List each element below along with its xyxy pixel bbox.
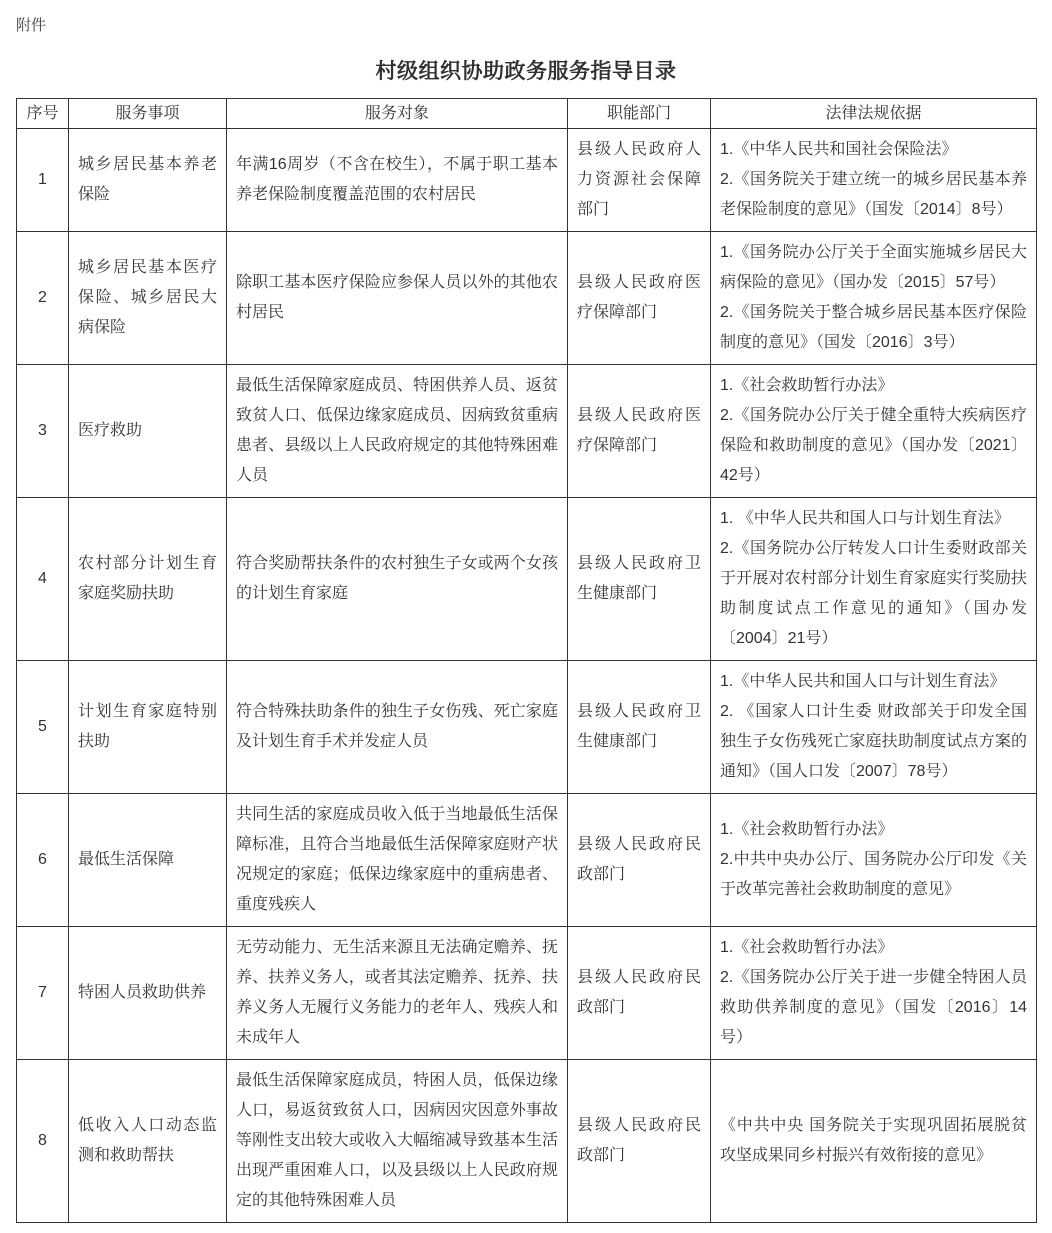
legal-basis-line: 2.《国务院关于建立统一的城乡居民基本养老保险制度的意见》（国发〔2014〕8号） — [720, 171, 1027, 218]
column-header-service-target: 服务对象 — [227, 99, 568, 129]
cell-service-target: 无劳动能力、无生活来源且无法确定赡养、抚养、扶养义务人，或者其法定赡养、抚养、扶养义务人无履行义务能力的老年人、残疾人和未成年人 — [227, 927, 568, 1060]
column-header-department: 职能部门 — [568, 99, 711, 129]
attachment-label: 附件 — [16, 17, 47, 34]
cell-legal-basis — [711, 498, 1037, 661]
legal-basis-line: 1.《社会救助暂行办法》 — [720, 939, 894, 956]
cell-service-target: 除职工基本医疗保险应参保人员以外的其他农村居民 — [227, 232, 568, 365]
table-row — [17, 794, 1037, 927]
cell-index: 1 — [17, 129, 69, 232]
table-row — [17, 129, 1037, 232]
cell-department: 县级人民政府医疗保障部门 — [568, 365, 711, 498]
cell-service-item: 最低生活保障 — [69, 794, 227, 927]
cell-legal-basis — [711, 661, 1037, 794]
cell-legal-basis — [711, 927, 1037, 1060]
legal-basis-line: 1.《社会救助暂行办法》 — [720, 821, 894, 838]
cell-legal-basis — [711, 232, 1037, 365]
cell-service-item: 特困人员救助供养 — [69, 927, 227, 1060]
cell-index: 2 — [17, 232, 69, 365]
cell-service-target: 最低生活保障家庭成员、特困供养人员、返贫致贫人口、低保边缘家庭成员、因病致贫重病患者、县级以上人民政府规定的其他特殊困难人员 — [227, 365, 568, 498]
legal-basis-line: 1.《社会救助暂行办法》 — [720, 377, 894, 394]
cell-legal-basis — [711, 1060, 1037, 1223]
cell-index: 8 — [17, 1060, 69, 1223]
legal-basis-line: 2.《国务院办公厅转发人口计生委财政部关于开展对农村部分计划生育家庭实行奖励扶助制度试点工作意见的通知》（国办发〔2004〕21号） — [720, 540, 1027, 647]
legal-basis-line: 1.《国务院办公厅关于全面实施城乡居民大病保险的意见》（国办发〔2015〕57号） — [720, 244, 1027, 291]
table-header-row — [17, 99, 1037, 129]
legal-basis-line: 1.《中华人民共和国人口与计划生育法》 — [720, 673, 1006, 690]
cell-department: 县级人民政府卫生健康部门 — [568, 661, 711, 794]
table-row — [17, 927, 1037, 1060]
column-header-service-item: 服务事项 — [69, 99, 227, 129]
cell-index: 4 — [17, 498, 69, 661]
table-row — [17, 498, 1037, 661]
legal-basis-line: 2.《国务院办公厅关于健全重特大疾病医疗保险和救助制度的意见》（国办发〔2021〕42号） — [720, 407, 1027, 484]
cell-legal-basis — [711, 129, 1037, 232]
table-row — [17, 661, 1037, 794]
cell-department: 县级人民政府民政部门 — [568, 1060, 711, 1223]
cell-service-target: 符合奖励帮扶条件的农村独生子女或两个女孩的计划生育家庭 — [227, 498, 568, 661]
legal-basis-line: 2.《国务院关于整合城乡居民基本医疗保险制度的意见》（国发〔2016〕3号） — [720, 304, 1027, 351]
cell-service-item: 低收入人口动态监测和救助帮扶 — [69, 1060, 227, 1223]
cell-department: 县级人民政府医疗保障部门 — [568, 232, 711, 365]
legal-basis-line: 2.《国务院办公厅关于进一步健全特困人员救助供养制度的意见》（国发〔2016〕14号） — [720, 969, 1027, 1046]
cell-service-item: 计划生育家庭特别扶助 — [69, 661, 227, 794]
column-header-index: 序号 — [17, 99, 69, 129]
legal-basis-line: 2.中共中央办公厅、国务院办公厅印发《关于改革完善社会救助制度的意见》 — [720, 851, 1027, 898]
page-title: 村级组织协助政务服务指导目录 — [375, 60, 677, 83]
cell-department: 县级人民政府卫生健康部门 — [568, 498, 711, 661]
cell-department: 县级人民政府人力资源社会保障部门 — [568, 129, 711, 232]
cell-service-target: 符合特殊扶助条件的独生子女伤残、死亡家庭及计划生育手术并发症人员 — [227, 661, 568, 794]
cell-service-target: 共同生活的家庭成员收入低于当地最低生活保障标准，且符合当地最低生活保障家庭财产状况规定的家庭；低保边缘家庭中的重病患者、重度残疾人 — [227, 794, 568, 927]
cell-index: 6 — [17, 794, 69, 927]
table-row — [17, 1060, 1037, 1223]
cell-department: 县级人民政府民政部门 — [568, 794, 711, 927]
cell-department: 县级人民政府民政部门 — [568, 927, 711, 1060]
legal-basis-line: 《中共中央 国务院关于实现巩固拓展脱贫攻坚成果同乡村振兴有效衔接的意见》 — [720, 1117, 1027, 1164]
cell-index: 3 — [17, 365, 69, 498]
service-directory-table — [16, 98, 1037, 1223]
legal-basis-line: 1.《中华人民共和国社会保险法》 — [720, 141, 958, 158]
cell-index: 5 — [17, 661, 69, 794]
table-row — [17, 232, 1037, 365]
cell-service-target: 最低生活保障家庭成员，特困人员，低保边缘人口，易返贫致贫人口，因病因灾因意外事故等刚性支出较大或收入大幅缩减导致基本生活出现严重困难人口，以及县级以上人民政府规定的其他特殊困难人员 — [227, 1060, 568, 1223]
cell-service-item: 农村部分计划生育家庭奖励扶助 — [69, 498, 227, 661]
table-row — [17, 365, 1037, 498]
legal-basis-line: 2. 《国家人口计生委 财政部关于印发全国独生子女伤残死亡家庭扶助制度试点方案的通知》（国人口发〔2007〕78号） — [720, 703, 1027, 780]
cell-service-item: 城乡居民基本养老保险 — [69, 129, 227, 232]
cell-index: 7 — [17, 927, 69, 1060]
column-header-legal-basis: 法律法规依据 — [711, 99, 1037, 129]
cell-service-target: 年满16周岁（不含在校生），不属于职工基本养老保险制度覆盖范围的农村居民 — [227, 129, 568, 232]
legal-basis-line: 1. 《中华人民共和国人口与计划生育法》 — [720, 510, 1010, 527]
cell-legal-basis — [711, 365, 1037, 498]
cell-legal-basis — [711, 794, 1037, 927]
cell-service-item: 城乡居民基本医疗保险、城乡居民大病保险 — [69, 232, 227, 365]
cell-service-item: 医疗救助 — [69, 365, 227, 498]
